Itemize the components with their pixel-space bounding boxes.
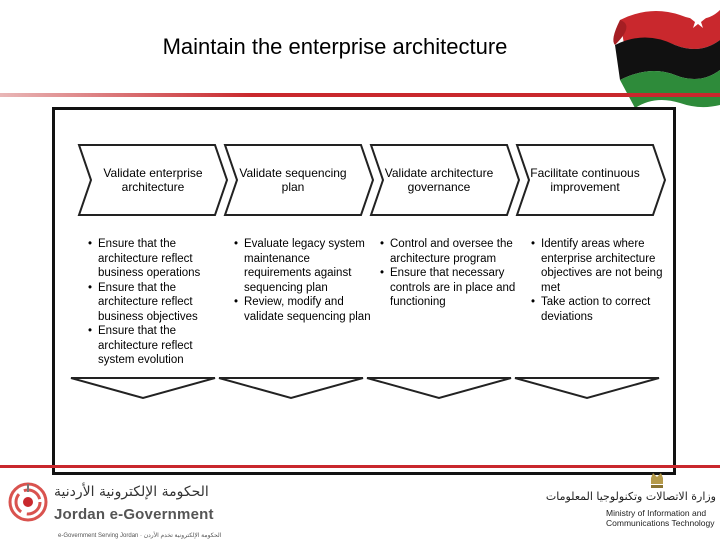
bullet-item: • Evaluate legacy system maintenance requirements against sequencing plan [234,237,374,295]
ministry-arabic-text: وزارة الاتصالات وتكنولوجيا المعلومات [545,490,716,503]
bullet-item: • Control and oversee the architecture program [380,237,524,266]
ministry-name-line-2: Communications Technology [606,518,715,528]
header-divider [0,93,720,97]
logo-name: Jordan e-Government [54,506,214,523]
stage-1-arrow [71,378,215,398]
ministry-name-line-1: Ministry of Information and [606,508,707,518]
stage-4-arrow [515,378,659,398]
slide-title: Maintain the enterprise architecture [162,34,508,59]
crown-emblem-icon [648,470,666,490]
stage-2-arrow [219,378,363,398]
bullet-item: • Ensure that the architecture reflect system evolution [88,324,216,368]
stage-3-arrow [367,378,511,398]
ministry-logo [545,470,718,538]
stage-2-label: Validate sequencing plan [239,166,347,194]
bullet-item: • Take action to correct deviations [531,295,671,324]
bullet-item: • Ensure that the architecture reflect business operations [88,237,216,281]
stage-1-label: Validate enterprise architecture [103,166,203,194]
logo-arabic-text: الحكومة الإلكترونية الأردنية [54,484,209,500]
stage-2-bullets [234,237,374,324]
logo-tagline: e-Government Serving Jordan · الحكومة الإلكترونية تخدم الأردن [58,533,222,539]
egov-emblem-icon [8,482,48,522]
bullet-item: • Identify areas where enterprise architecture objectives are not being met [531,237,671,295]
stage-4-bullets [531,237,671,324]
bullet-item: • Review, modify and validate sequencing plan [234,295,374,324]
content-frame [52,107,676,475]
stage-3-label: Validate architecture governance [384,166,494,194]
footer-divider [0,465,720,468]
ministry-name [606,508,715,528]
stage-3-bullets [380,237,524,310]
bullet-item: • Ensure that the architecture reflect business objectives [88,281,216,325]
stage-1-bullets [88,237,216,368]
jordan-egov-logo [4,478,222,539]
bullet-item: • Ensure that necessary controls are in place and functioning [380,266,524,310]
stage-4-label: Facilitate continuous improvement [530,166,640,194]
